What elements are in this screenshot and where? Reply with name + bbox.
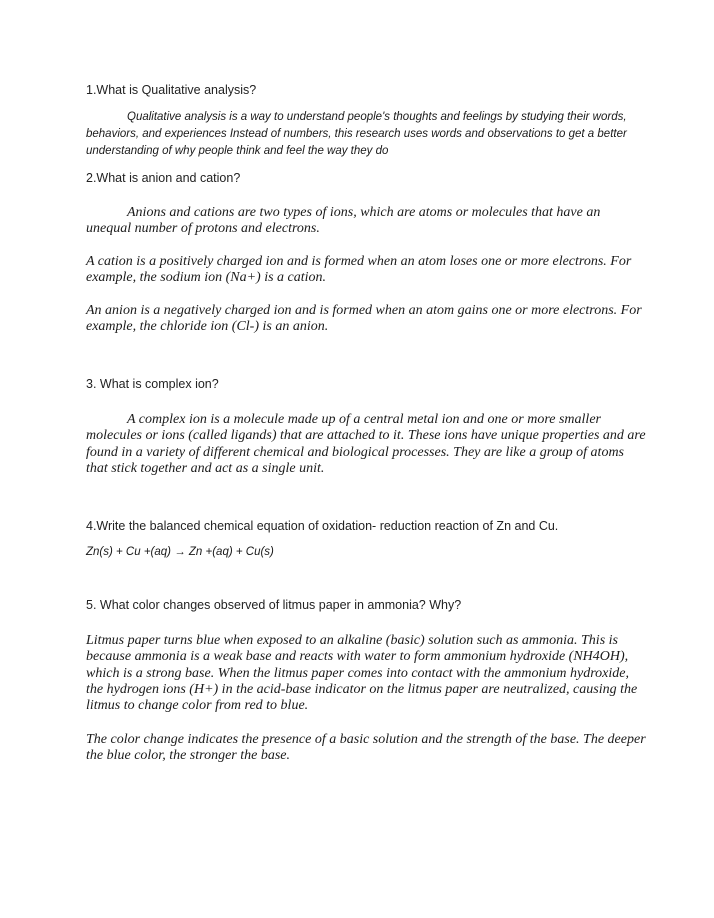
answer-2-paragraph-1: Anions and cations are two types of ions, which are atoms or molecules that have an unequal number of protons and electrons. xyxy=(86,205,601,237)
answer-5-paragraph-2: The color change indicates the presence of a basic solution and the strength of the base. The deeper the blue color, the stronger the base. xyxy=(86,732,646,764)
redox-equation: Zn(s) + Cu +(aq) → Zn +(aq) + Cu(s) xyxy=(86,546,274,558)
answer-1-paragraph: Qualitative analysis is a way to understand people's thoughts and feelings by studying their words, behaviors, and experiences Instead of numbers, this research uses words and observations to get a better understanding of why people think and feel the way they do xyxy=(86,111,627,157)
answer-5-paragraph-1: Litmus paper turns blue when exposed to an alkaline (basic) solution such as ammonia. This is because ammonia is a weak base and reacts with water to form ammonium hydroxide (NH4OH), which is a strong base. When the litmus paper comes into contact with the ammonium hydroxide, the hydrogen ions (H+) in the acid-base indicator on the litmus paper are neutralized, causing the litmus to change color from red to blue. xyxy=(86,633,638,714)
question-4-heading: 4.Write the balanced chemical equation of oxidation- reduction reaction of Zn and Cu. xyxy=(86,519,559,533)
answer-2-paragraph-3: An anion is a negatively charged ion and is formed when an atom gains one or more electrons. For example, the chloride ion (Cl-) is an anion. xyxy=(86,303,642,335)
question-5-heading: 5. What color changes observed of litmus paper in ammonia? Why? xyxy=(86,598,462,612)
question-1-heading: 1.What is Qualitative analysis? xyxy=(86,83,257,97)
answer-3-paragraph: A complex ion is a molecule made up of a central metal ion and one or more smaller molecules or ions (called ligands) that are attached to it. These ions have unique properties and are found in a variety of different chemical and biological processes. They are like a group of atoms that stick together and act as a single unit. xyxy=(86,412,646,476)
question-2-heading: 2.What is anion and cation? xyxy=(86,171,241,185)
answer-2-paragraph-2: A cation is a positively charged ion and is formed when an atom loses one or more electrons. For example, the sodium ion (Na+) is a cation. xyxy=(86,254,632,286)
question-3-heading: 3. What is complex ion? xyxy=(86,377,219,391)
